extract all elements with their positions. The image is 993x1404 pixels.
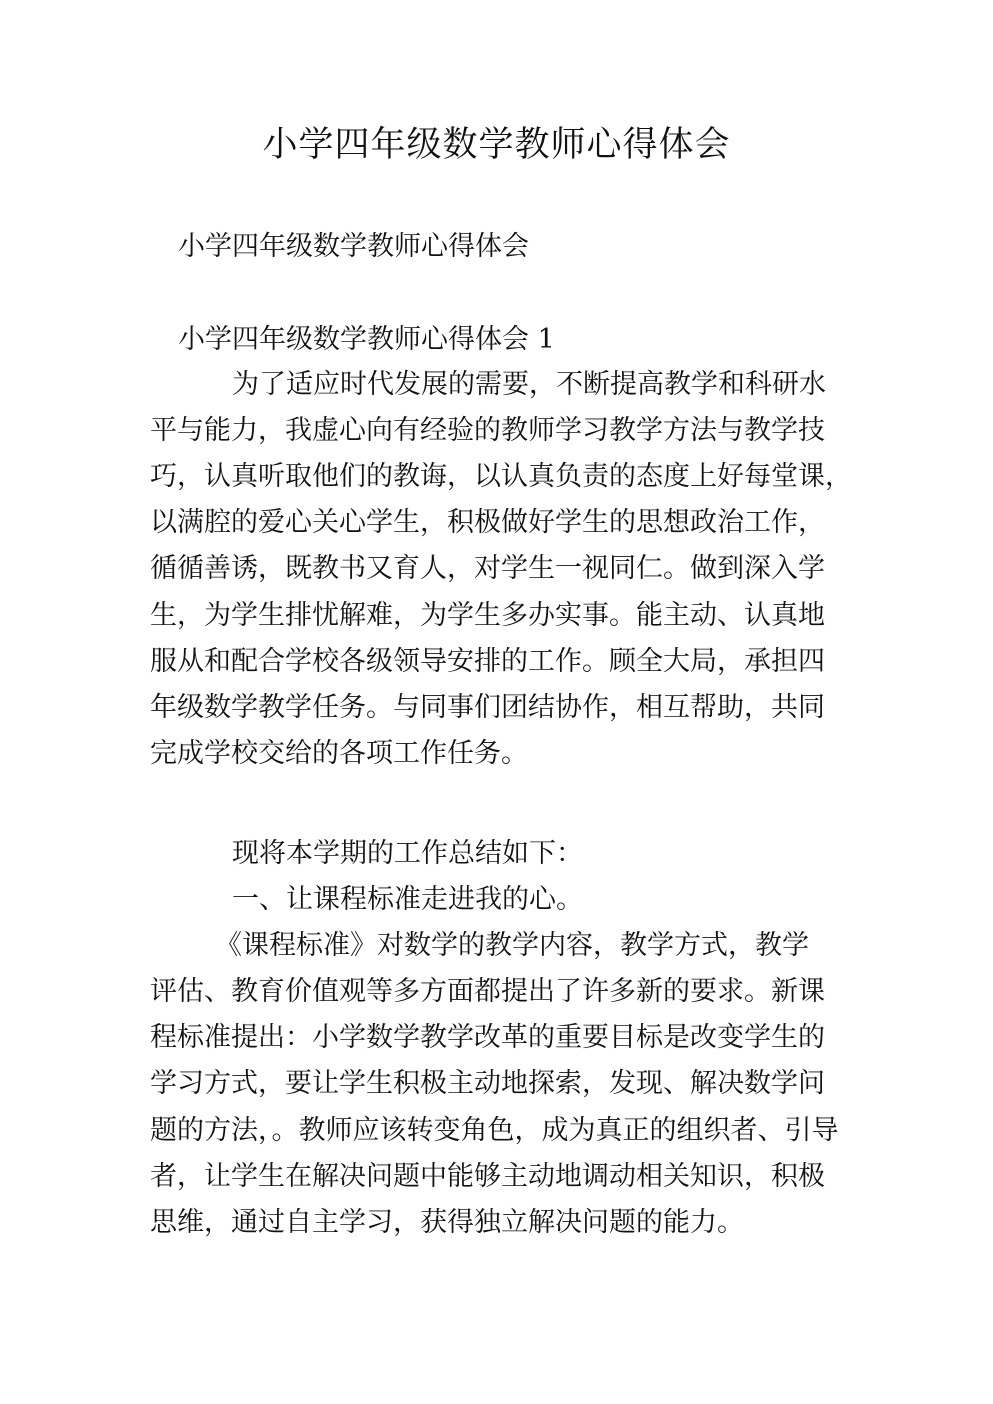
paragraph1-line: 为了适应时代发展的需要，不断提高教学和科研水 bbox=[232, 369, 826, 400]
paragraph2-line: 学习方式，要让学生积极主动地探索，发现、解决数学问 bbox=[150, 1068, 825, 1099]
section-heading: 小学四年级数学教师心得体会 1 bbox=[178, 324, 555, 355]
summary-intro: 现将本学期的工作总结如下： bbox=[232, 838, 583, 869]
paragraph1-line: 完成学校交给的各项工作任务。 bbox=[150, 738, 528, 769]
paragraph2-line: 者，让学生在解决问题中能够主动地调动相关知识，积极 bbox=[150, 1161, 825, 1192]
paragraph1-line: 年级数学教学任务。与同事们团结协作，相互帮助，共同 bbox=[150, 692, 825, 723]
point1-heading: 一、让课程标准走进我的心。 bbox=[232, 884, 583, 915]
paragraph1-line: 平与能力，我虚心向有经验的教师学习教学方法与教学技 bbox=[150, 415, 825, 446]
document-title: 小学四年级数学教师心得体会 bbox=[262, 125, 731, 165]
paragraph2-line: 思维，通过自主学习，获得独立解决问题的能力。 bbox=[150, 1207, 744, 1238]
paragraph2-line: 《课程标准》对数学的教学内容，教学方式，教学 bbox=[215, 930, 809, 961]
paragraph1-line: 巧，认真听取他们的教诲，以认真负责的态度上好每堂课， bbox=[150, 461, 852, 492]
document-subtitle: 小学四年级数学教师心得体会 bbox=[178, 231, 529, 262]
paragraph1-line: 服从和配合学校各级领导安排的工作。顾全大局，承担四 bbox=[150, 646, 825, 677]
paragraph1-line: 生，为学生排忧解难，为学生多办实事。能主动、认真地 bbox=[150, 600, 825, 631]
paragraph2-line: 评估、教育价值观等多方面都提出了许多新的要求。新课 bbox=[150, 976, 825, 1007]
paragraph1-line: 循循善诱，既教书又育人，对学生一视同仁。做到深入学 bbox=[150, 553, 825, 584]
paragraph1-line: 以满腔的爱心关心学生，积极做好学生的思想政治工作， bbox=[150, 507, 825, 538]
paragraph2-line: 题的方法，。教师应该转变角色，成为真正的组织者、引导 bbox=[150, 1115, 839, 1146]
paragraph2-line: 程标准提出：小学数学教学改革的重要目标是改变学生的 bbox=[150, 1022, 825, 1053]
